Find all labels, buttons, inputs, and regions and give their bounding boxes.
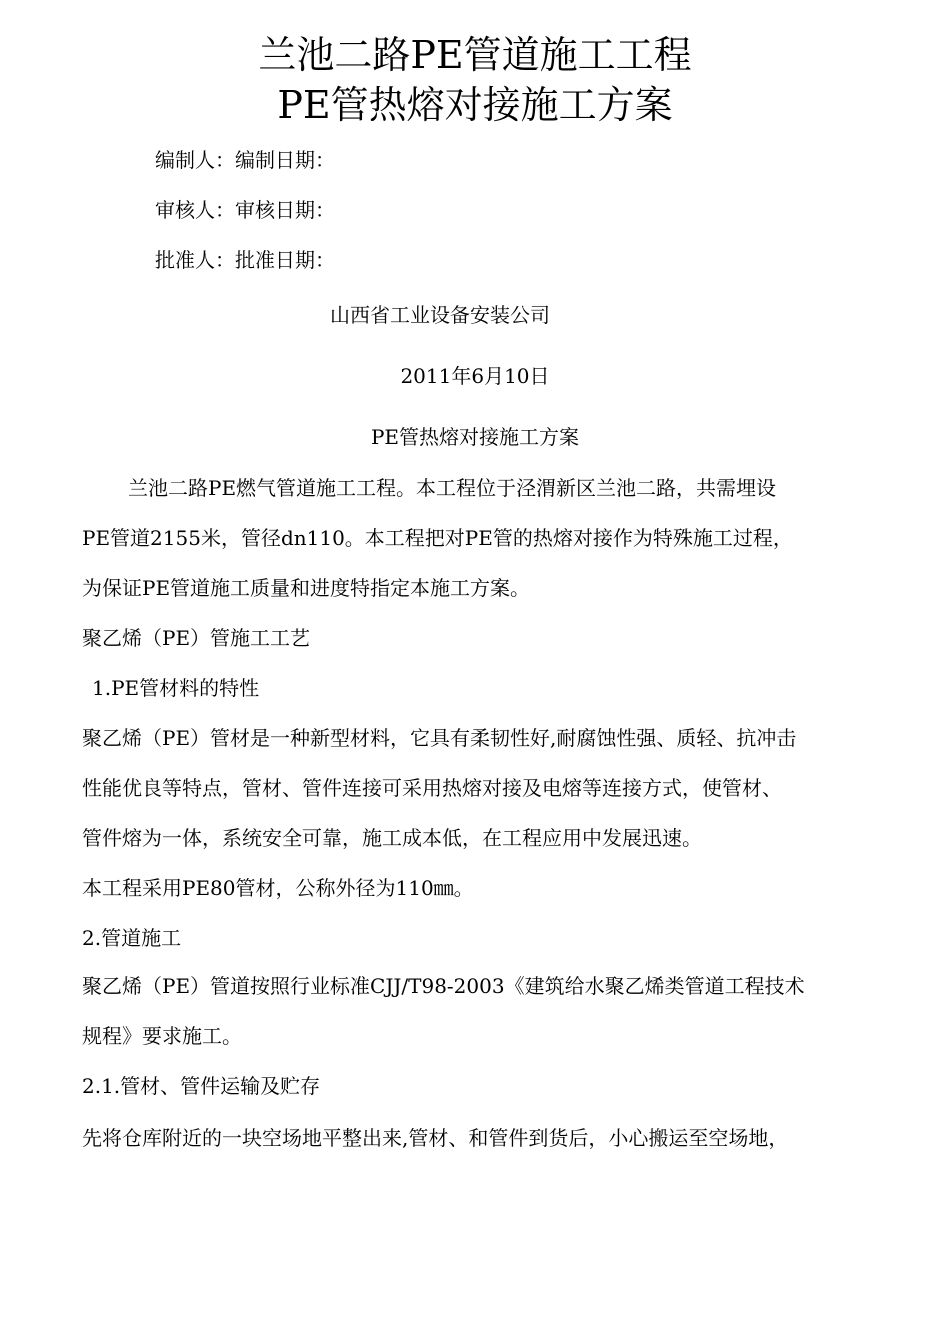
section-heading: 聚乙烯（PE）管施工工艺 — [82, 626, 311, 650]
body-paragraph-line: 聚乙烯（PE）管材是一种新型材料，它具有柔韧性好,耐腐蚀性强、质轻、抗冲击 — [82, 726, 797, 750]
body-paragraph-line: 为保证PE管道施工质量和进度特指定本施工方案。 — [82, 576, 531, 600]
section-heading: 2.1.管材、管件运输及贮存 — [82, 1074, 321, 1098]
body-paragraph-line: 性能优良等特点，管材、管件连接可采用热熔对接及电熔等连接方式，使管材、 — [82, 776, 782, 800]
body-paragraph-line: 聚乙烯（PE）管道按照行业标准CJJ/T98-2003《建筑给水聚乙烯类管道工程技术 — [82, 974, 805, 998]
body-paragraph-line: 规程》要求施工。 — [82, 1024, 242, 1048]
signature-reviewer: 审核人：审核日期： — [155, 198, 335, 222]
body-paragraph-line: 兰池二路PE燃气管道施工工程。本工程位于泾渭新区兰池二路，共需埋设 — [128, 476, 777, 500]
document-title-line-1: 兰池二路PE管道施工工程 — [258, 33, 692, 77]
body-paragraph-line: PE管道2155米，管径dn110。本工程把对PE管的热熔对接作为特殊施工过程， — [82, 526, 793, 550]
body-paragraph-line: 管件熔为一体，系统安全可靠，施工成本低，在工程应用中发展迅速。 — [82, 826, 702, 850]
signature-compiler: 编制人：编制日期： — [155, 148, 335, 172]
section-heading: 2.管道施工 — [82, 926, 182, 950]
signature-approver: 批准人：批准日期： — [155, 248, 335, 272]
document-heading: PE管热熔对接施工方案 — [370, 425, 580, 449]
body-paragraph-line: 先将仓库附近的一块空场地平整出来,管材、和管件到货后，小心搬运至空场地， — [82, 1126, 789, 1150]
document-title-line-2: PE管热熔对接施工方案 — [277, 83, 673, 127]
company-name: 山西省工业设备安装公司 — [330, 303, 550, 327]
section-heading: 1.PE管材料的特性 — [92, 676, 260, 700]
body-paragraph-line: 本工程采用PE80管材，公称外径为110㎜。 — [82, 876, 474, 900]
document-date: 2011年6月10日 — [400, 364, 550, 388]
